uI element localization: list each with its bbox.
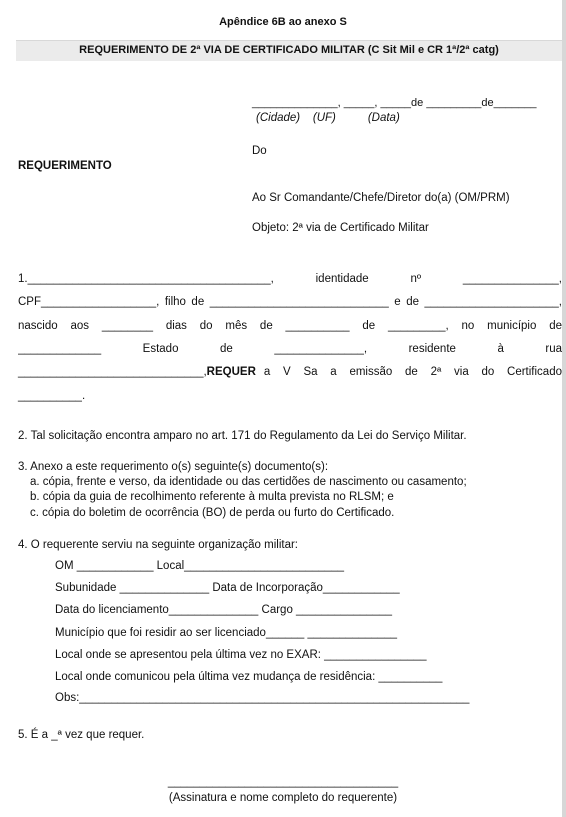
item1-line3[interactable]: nascido aos ________ dias do mês de __________ de _________, no município de — [18, 320, 562, 332]
signature-line[interactable]: ____________________________________ — [167, 776, 399, 788]
requerimento-heading: REQUERIMENTO — [18, 160, 112, 172]
item4-om-field[interactable]: OM ____________ Local_________________________ — [55, 560, 345, 572]
from-label: Do — [252, 145, 267, 157]
item4-exar-field[interactable]: Local onde se apresentou pela última vez no EXAR: ________________ — [55, 649, 427, 661]
item4-residencia-field[interactable]: Local onde comunicou pela última vez mudança de residência: __________ — [55, 671, 443, 683]
item3-intro: 3. Anexo a este requerimento o(s) seguinte(s) documento(s): — [18, 461, 329, 473]
item4-intro: 4. O requerente serviu na seguinte organização militar: — [18, 539, 298, 551]
page-edge-shadow — [562, 0, 566, 817]
item1-line6[interactable]: __________. — [18, 390, 86, 402]
item1-line4[interactable]: _____________ Estado de ______________, residente à rua — [18, 343, 562, 355]
page-title: Apêndice 6B ao anexo S — [219, 16, 347, 28]
item1-line5-rest: a V Sa a emissão de 2ª via do Certificado — [263, 366, 562, 378]
item2-text: 2. Tal solicitação encontra amparo no art. 171 do Regulamento da Lei do Serviço Militar. — [18, 430, 467, 442]
item3-b: b. cópia da guia de recolhimento referente à multa prevista no RLSM; e — [30, 491, 394, 503]
item1-line2[interactable]: CPF__________________, filho de ____________________________ e de _____________________, — [18, 296, 562, 308]
subject-line: Objeto: 2ª via de Certificado Militar — [252, 222, 429, 234]
item5-text: 5. É a _ª vez que requer. — [18, 729, 145, 741]
item1-request-word: REQUER — [206, 366, 256, 378]
form-subtitle: REQUERIMENTO DE 2ª VIA DE CERTIFICADO MILITAR (C Sit Mil e CR 1ª/2ª catg) — [79, 44, 499, 56]
signature-label: (Assinatura e nome completo do requerente) — [168, 792, 398, 804]
item3-c: c. cópia do boletim de ocorrência (BO) de perda ou furto do Certificado. — [30, 507, 395, 519]
item4-obs-field[interactable]: Obs:_____________________________________________________________ — [55, 692, 470, 704]
item4-licenciamento-field[interactable]: Data do licenciamento______________ Cargo _______________ — [55, 604, 392, 616]
item4-subunidade-field[interactable]: Subunidade ______________ Data de Incorporação____________ — [55, 582, 400, 594]
item1-line5-fill[interactable]: _____________________________, — [18, 366, 207, 378]
addressee-line: Ao Sr Comandante/Chefe/Diretor do(a) (OM/PRM) — [252, 192, 510, 204]
item1-line5[interactable] — [18, 366, 562, 378]
item3-a: a. cópia, frente e verso, da identidade ou das certidões de nascimento ou casamento; — [30, 476, 467, 488]
item4-municipio-field[interactable]: Município que foi residir ao ser licenciado______ ______________ — [55, 627, 398, 639]
date-fill-line[interactable]: ______________, _____, _____de _________de_______ — [252, 97, 537, 109]
item1-line1[interactable]: 1.______________________________________, identidade nº _______________, — [18, 273, 562, 285]
date-labels: (Cidade) (UF) (Data) — [256, 112, 400, 124]
